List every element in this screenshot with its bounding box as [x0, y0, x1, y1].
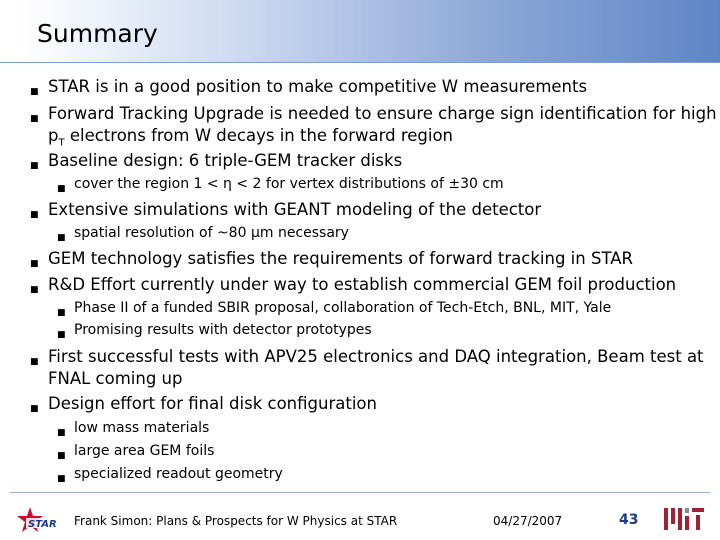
mit-logo — [662, 506, 708, 532]
bullet-text: Baseline design: 6 triple-GEM tracker disks — [48, 151, 403, 170]
bullet-square-icon: ■ — [30, 161, 39, 171]
sub-bullet-item — [57, 321, 372, 340]
bullet-text: GEM technology satisfies the requirements of forward tracking in STAR — [48, 249, 633, 268]
bullet-square-icon: ■ — [57, 330, 66, 340]
sub-bullet-text: spatial resolution of ~80 μm necessary — [74, 225, 349, 241]
bullet-item — [30, 274, 677, 295]
bullet-square-icon: ■ — [57, 428, 66, 438]
bullet-square-icon: ■ — [30, 357, 39, 367]
sub-bullet-item — [57, 299, 612, 318]
sub-bullet-text: cover the region 1 < η < 2 for vertex distributions of ±30 cm — [74, 176, 504, 192]
bullet-item — [30, 199, 542, 220]
slide-title: Summary — [37, 19, 158, 48]
bullet-text: STAR is in a good position to make competitive W measurements — [48, 77, 588, 96]
bullet-item — [30, 103, 717, 124]
sub-bullet-text: Promising results with detector prototypes — [74, 322, 372, 338]
bullet-continuation — [48, 368, 183, 389]
bullet-text: R&D Effort currently under way to establish commercial GEM foil production — [48, 275, 677, 294]
page-number: 43 — [619, 512, 639, 528]
bullet-item — [30, 248, 633, 269]
sub-bullet-item — [57, 419, 210, 438]
bullet-square-icon: ■ — [30, 114, 39, 124]
footer-date: 04/27/2007 — [493, 514, 563, 528]
bullet-item — [30, 76, 588, 97]
sub-bullet-item — [57, 175, 504, 194]
bullet-text: First successful tests with APV25 electronics and DAQ integration, Beam test at — [48, 347, 704, 366]
bullet-text: Forward Tracking Upgrade is needed to ensure charge sign identification for high — [48, 104, 717, 123]
t-subscript: T — [58, 137, 65, 149]
bullet-square-icon: ■ — [57, 233, 66, 243]
sub-bullet-text: specialized readout geometry — [74, 466, 283, 482]
bullet-text: Design effort for final disk configuration — [48, 394, 377, 413]
bullet-square-icon: ■ — [57, 474, 66, 484]
bullet-item — [30, 393, 377, 414]
sub-bullet-text: large area GEM foils — [74, 443, 215, 459]
footer-divider — [10, 492, 710, 493]
bullet-square-icon: ■ — [30, 210, 39, 220]
bullet-square-icon: ■ — [30, 87, 39, 97]
sub-bullet-text: low mass materials — [74, 420, 210, 436]
bullet-square-icon: ■ — [57, 451, 66, 461]
bullet-text: Extensive simulations with GEANT modeling of the detector — [48, 200, 542, 219]
bullet-square-icon: ■ — [30, 259, 39, 269]
bullet-item — [30, 150, 403, 171]
footer-author: Frank Simon: Plans & Prospects for W Physics at STAR — [74, 514, 398, 528]
p-symbol: p — [48, 126, 59, 145]
star-logo-text: STAR — [28, 519, 57, 530]
bullet-item — [30, 346, 704, 367]
bullet-text: electrons from W decays in the forward region — [64, 126, 453, 145]
bullet-text: FNAL coming up — [48, 369, 183, 388]
sub-bullet-item — [57, 224, 349, 243]
bullet-square-icon: ■ — [30, 404, 39, 414]
sub-bullet-item — [57, 465, 283, 484]
bullet-square-icon: ■ — [57, 308, 66, 318]
sub-bullet-item — [57, 442, 215, 461]
bullet-square-icon: ■ — [30, 285, 39, 295]
sub-bullet-text: Phase II of a funded SBIR proposal, collaboration of Tech-Etch, BNL, MIT, Yale — [74, 300, 612, 316]
star-logo — [16, 506, 62, 534]
bullet-square-icon: ■ — [57, 184, 66, 194]
